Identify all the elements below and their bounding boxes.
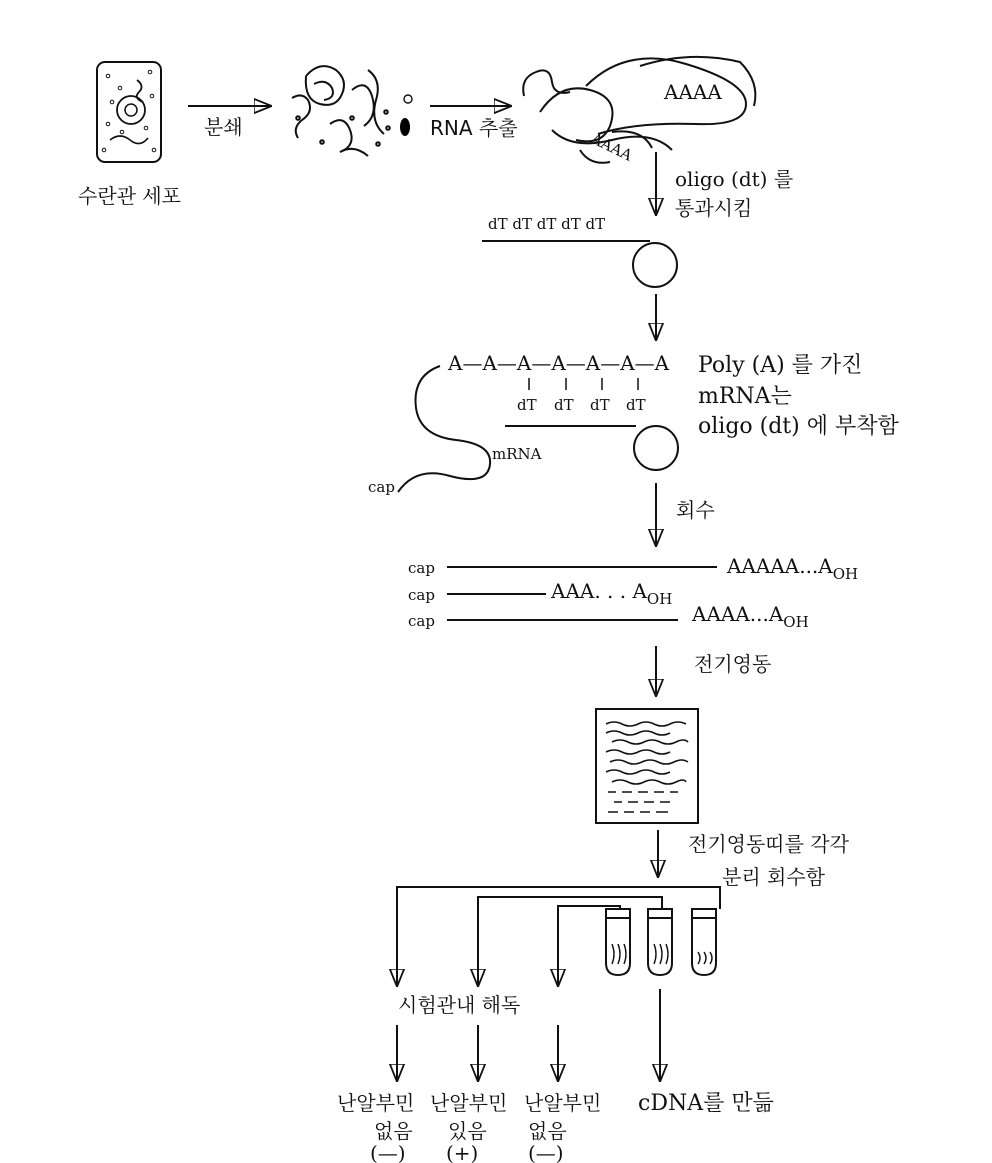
test-tube-icon [648, 909, 672, 975]
strand-3-tail: $AAAA...A_{OH}$ [692, 602, 809, 631]
cdna-label: cDNA를 만듦 [638, 1091, 774, 1116]
bound-dt-3: dT [590, 396, 610, 414]
test-tube-icon [606, 909, 630, 975]
in-vitro-translation-label: 시험관내 해독 [398, 993, 521, 1017]
electrophoresis-label: 전기영동 [694, 652, 772, 676]
rna-extract-label: RNA 추출 [430, 116, 518, 140]
result-2-line1: 난알부민 [430, 1091, 508, 1115]
recover-label: 회수 [676, 498, 715, 522]
result-3-line1: 난알부민 [524, 1091, 602, 1115]
strand-2-tail: AAA. . . $A_{OH}$ [551, 579, 673, 608]
base-pair-ticks [529, 378, 638, 390]
strand-1-tail: $AAAAA...A_{OH}$ [727, 554, 859, 583]
cell-debris-icon [292, 66, 412, 156]
binding-label-1: Poly (A) 를 가진 [698, 353, 863, 378]
result-3-line3: (—) [528, 1141, 564, 1163]
poly-a-tail-bottom: AAAA [588, 129, 636, 165]
cell-label: 수란관 세포 [78, 184, 181, 208]
result-1-line2: 없음 [374, 1119, 413, 1143]
binding-label-2: mRNA는 [698, 384, 792, 409]
dt-row-label: dT dT dT dT dT [488, 215, 606, 233]
result-2-line3: (+) [446, 1141, 479, 1163]
poly-a-tail-top: AAAA [664, 80, 722, 104]
cellulose-bead-1 [633, 243, 677, 287]
mrna-strand [398, 366, 490, 492]
electrophoresis-gel-icon [596, 709, 698, 823]
strand-3-cap: cap [408, 612, 435, 630]
oligo-pass-label-2: 통과시킴 [675, 196, 753, 220]
extracted-rna-icon [523, 57, 755, 163]
band-recover-label-2: 분리 회수함 [722, 865, 825, 889]
oviduct-cell-icon [97, 62, 161, 162]
fragment-label: 분쇄 [204, 115, 243, 139]
strand-1-cap: cap [408, 559, 435, 577]
bound-dt-1: dT [517, 396, 537, 414]
test-tube-icon [692, 909, 716, 975]
bound-dt-4: dT [626, 396, 646, 414]
oligo-pass-label-1: oligo (dt) 를 [675, 167, 794, 191]
result-1-line1: 난알부민 [337, 1091, 415, 1115]
strand-2-cap: cap [408, 586, 435, 604]
binding-label-3: oligo (dt) 에 부착함 [698, 414, 899, 439]
result-3-line2: 없음 [528, 1119, 567, 1143]
cap-label: cap [368, 478, 395, 496]
result-2-line2: 있음 [448, 1119, 487, 1143]
result-1-line3: (—) [370, 1141, 406, 1163]
mrna-label: mRNA [492, 445, 542, 463]
poly-a-chain: A—A—A—A—A—A—A [448, 351, 670, 375]
cellulose-bead-2 [634, 426, 678, 470]
bound-dt-2: dT [554, 396, 574, 414]
band-recover-label-1: 전기영동띠를 각각 [688, 832, 849, 856]
